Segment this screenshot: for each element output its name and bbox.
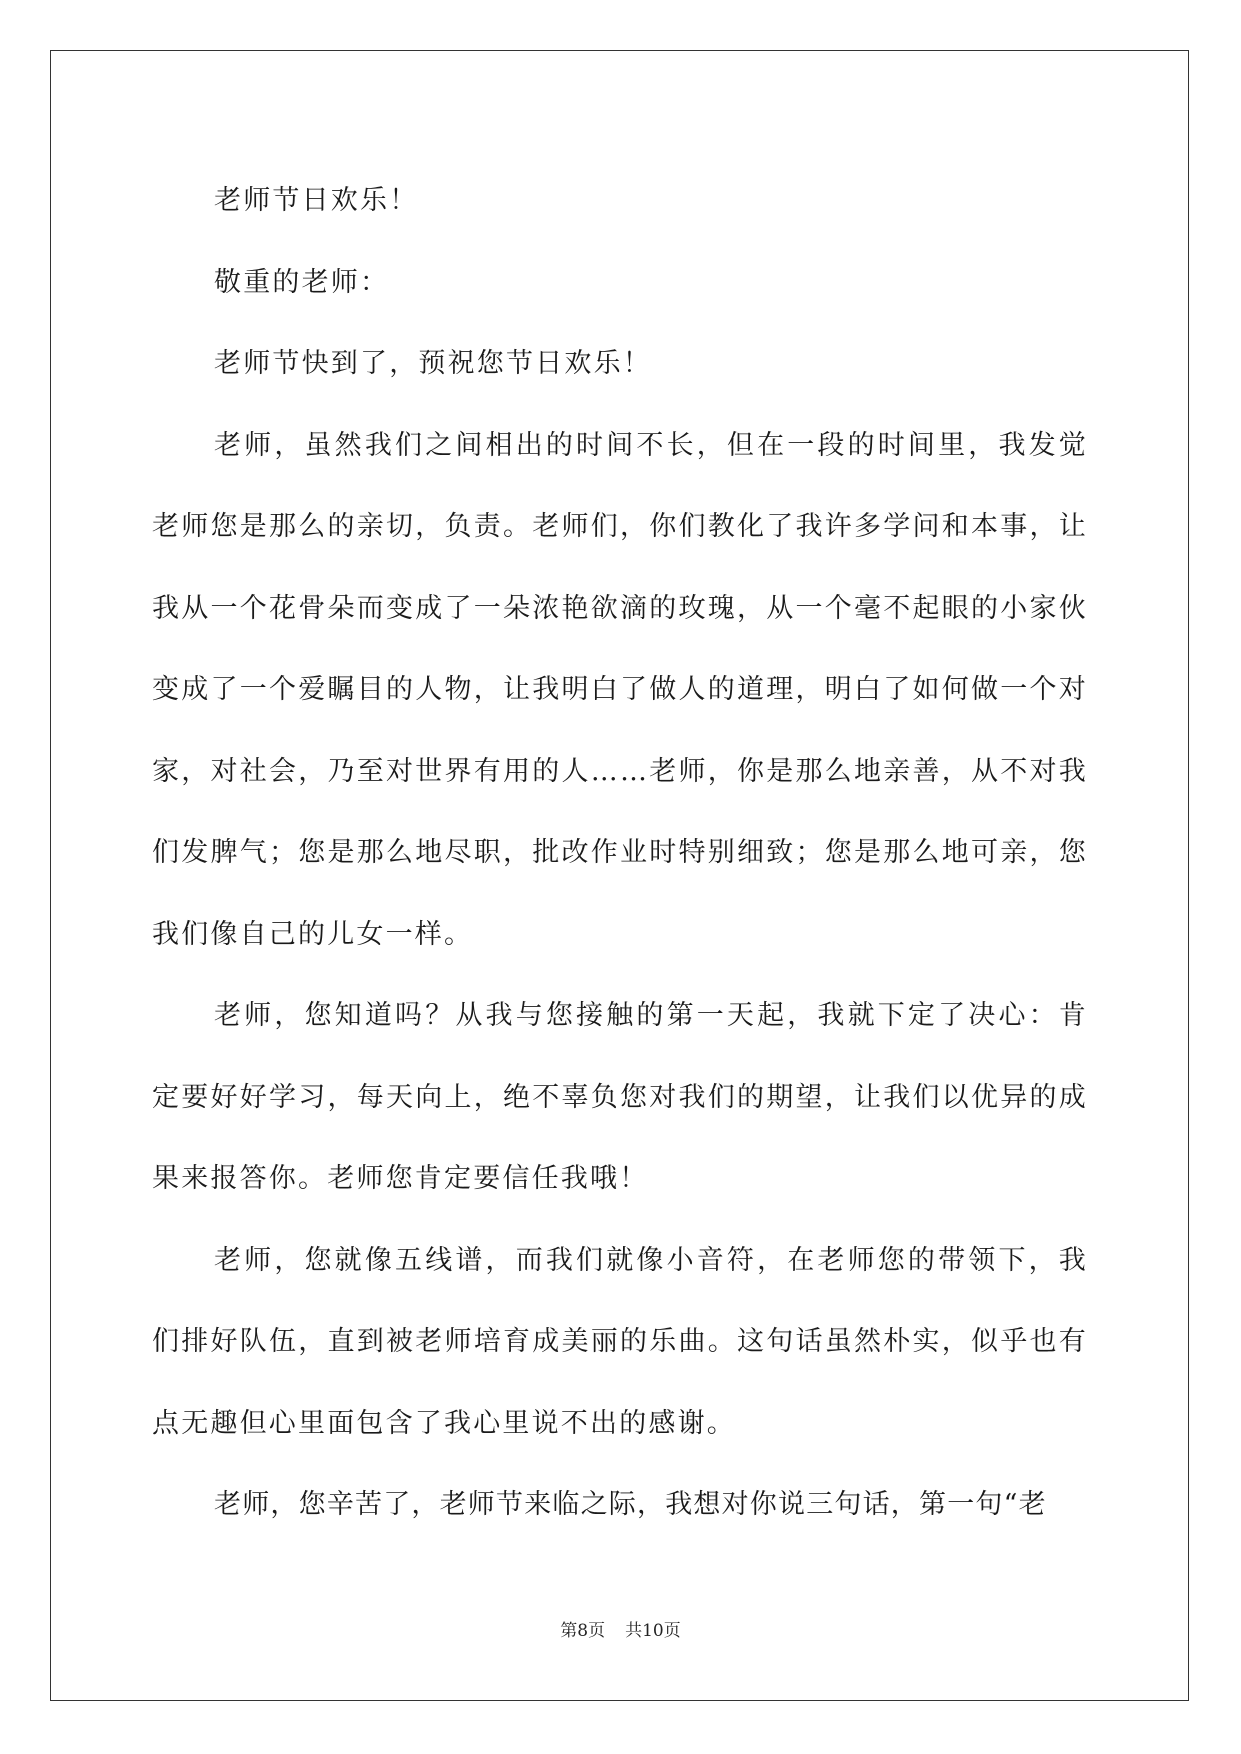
paragraph-body-1: 老师，虽然我们之间相出的时间不长，但在一段的时间里，我发觉老师您是那么的亲切，负责。老师们，你们教化了我许多学问和本事，让我从一个花骨朵而变成了一朵浓艳欲滴的玫瑰，从一个毫不起眼的小家伙变成了一个爱瞩目的人物，让我明白了做人的道理，明白了如何做一个对家，对社会，乃至对世界有用的人……老师，你是那么地亲善，从不对我们发脾气；您是那么地尽职，批改作业时特别细致；您是那么地可亲，您我们像自己的儿女一样。 [152,429,1088,950]
page-footer [0,1616,1241,1641]
paragraph-body-4: 老师，您辛苦了，老师节来临之际，我想对你说三句话，第一句“老 [214,1489,1047,1520]
paragraph-body-2: 老师，您知道吗？从我与您接触的第一天起，我就下定了决心：肯定要好好学习，每天向上，绝不辜负您对我们的期望，让我们以优异的成果来报答你。老师您肯定要信任我哦！ [152,1000,1088,1194]
page-number-total: 共10页 [625,1621,681,1641]
paragraph-salutation: 敬重的老师： [214,266,390,298]
paragraph-greeting: 老师节日欢乐！ [214,185,419,216]
paragraph-body-3: 老师，您就像五线谱，而我们就像小音符，在老师您的带领下，我们排好队伍，直到被老师培育成美丽的乐曲。这句话虽然朴实，似乎也有点无趣但心里面包含了我心里说不出的感谢。 [152,1244,1088,1439]
page-number-current: 第8页 [560,1621,606,1641]
paragraph-wishes: 老师节快到了，预祝您节日欢乐！ [214,348,652,379]
document-body [152,160,1088,1546]
